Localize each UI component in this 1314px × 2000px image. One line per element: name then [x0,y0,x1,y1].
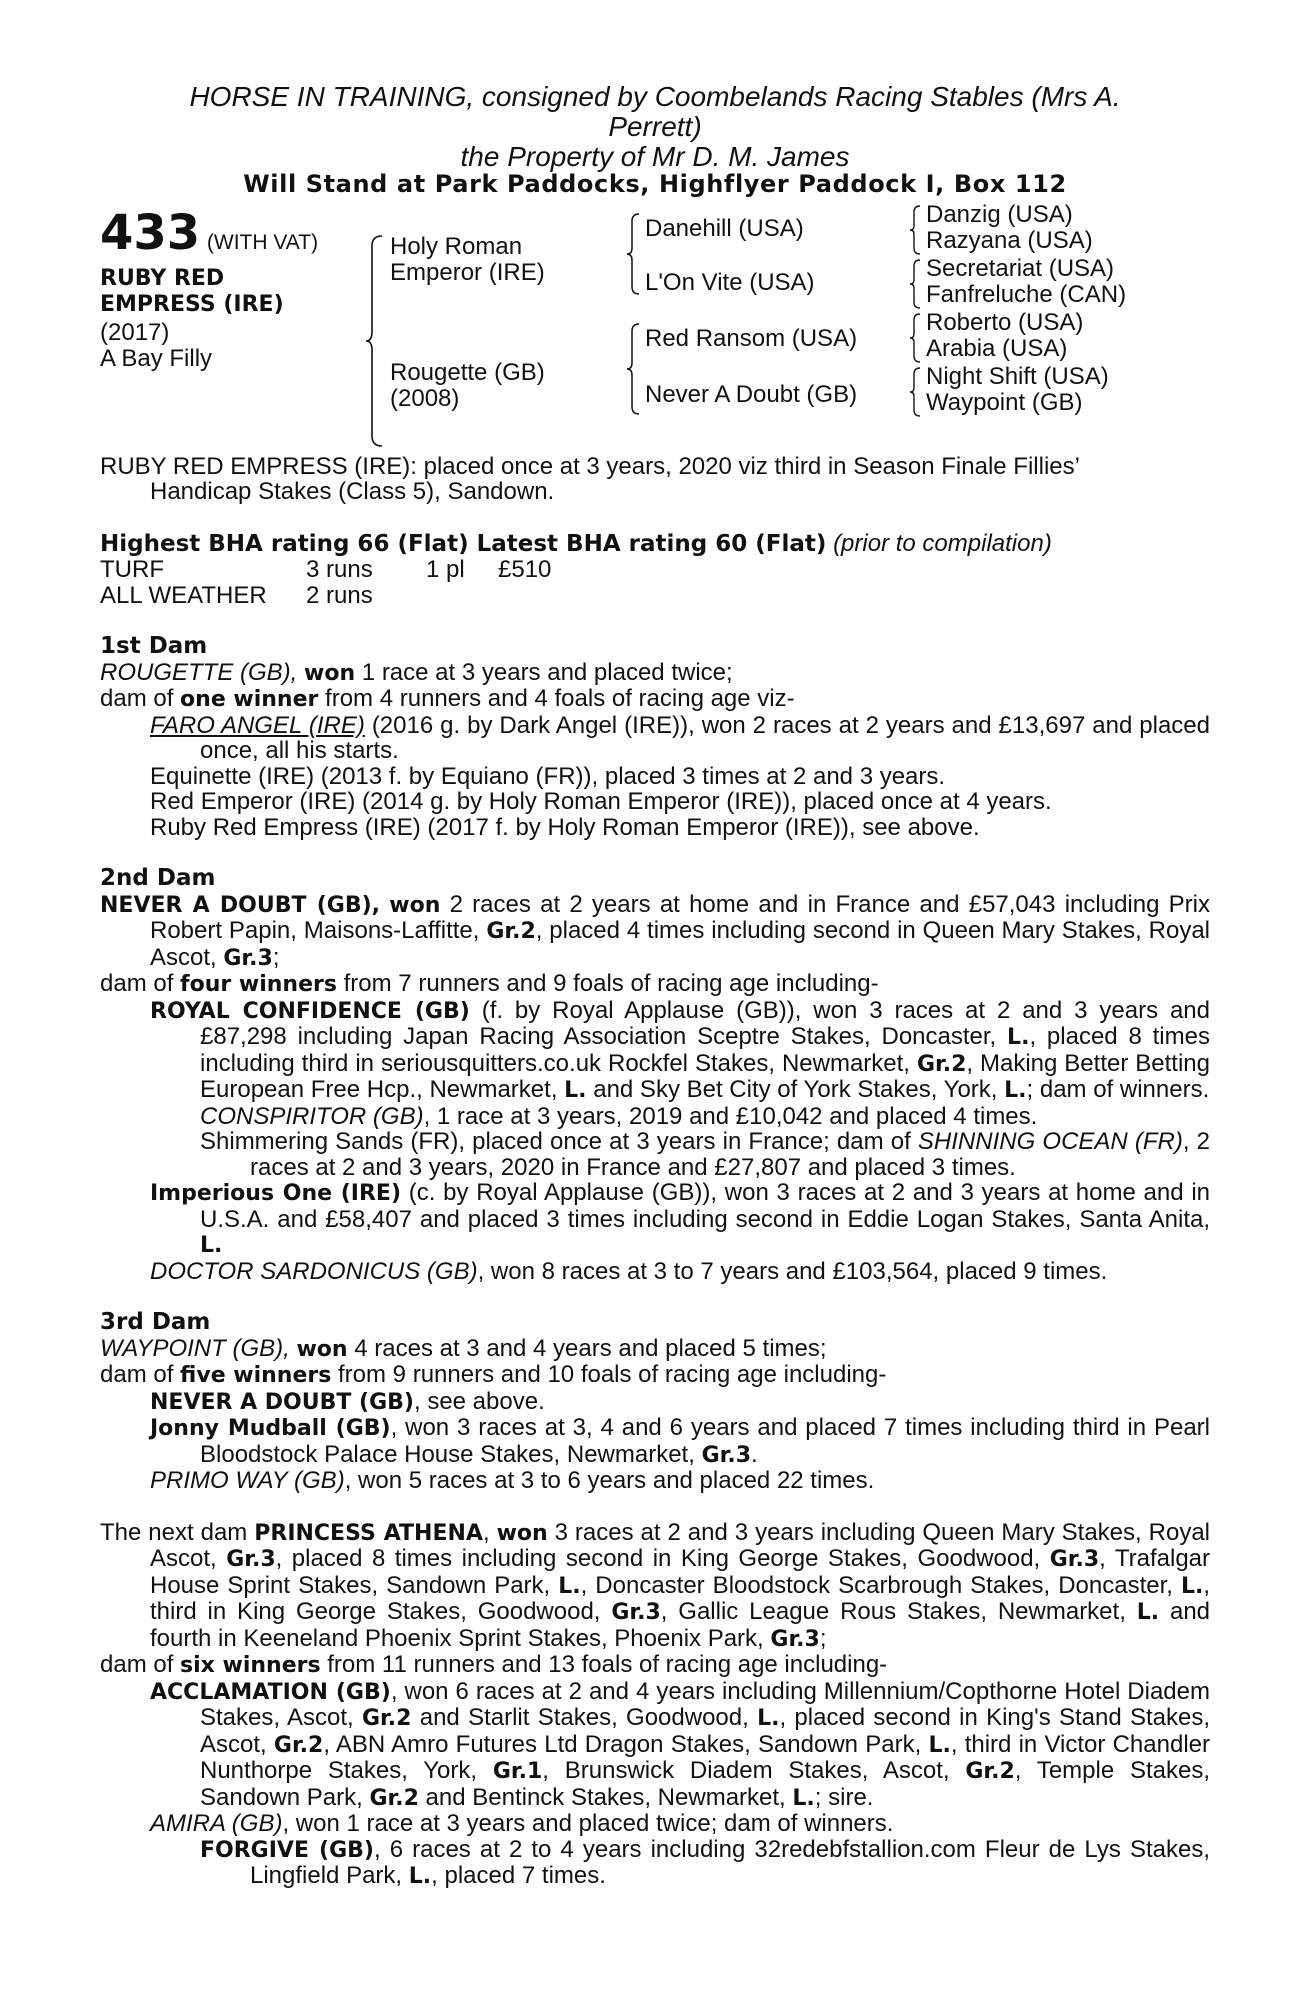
aw-runs: 2 runs [306,581,373,609]
sire-name-2: Emperor (IRE) [390,258,545,286]
second-dam-produce: dam of four winners from 7 runners and 9 foals of racing age including- [100,970,879,997]
produce-doctor-sardonicus: DOCTOR SARDONICUS (GB), won 8 races at 3 to 7 years and £103,564, placed 9 times. [150,1257,1108,1285]
pedigree-brace-main [364,234,384,448]
turf-label: TURF [100,556,164,583]
lot-number: 433 [100,204,201,261]
stand-location: Will Stand at Park Paddocks, Highflyer Paddock I, Box 112 [243,170,1067,198]
pedigree-block [100,200,1210,444]
gg-ddd: Waypoint (GB) [926,388,1083,416]
lot-number-row [100,204,319,261]
dam-dam: Never A Doubt (GB) [645,380,858,408]
sire-sire: Danehill (USA) [645,214,804,242]
sire-name-1: Holy Roman [390,232,523,260]
first-dam-record: ROUGETTE (GB), won 1 race at 3 years and placed twice; [100,658,733,686]
horse-description: A Bay Filly [100,344,213,372]
next-dam-produce: dam of six winners from 11 runners and 13 foals of racing age including- [100,1651,888,1678]
first-dam-produce: dam of one winner from 4 runners and 4 foals of racing age viz- [100,685,795,712]
owner-line: the Property of Mr D. M. James [460,141,850,172]
third-dam-record: WAYPOINT (GB), won 4 races at 3 and 4 years and placed 5 times; [100,1334,827,1362]
produce-primo-way: PRIMO WAY (GB), won 5 races at 3 to 6 years and placed 22 times. [150,1467,875,1494]
pedigree-brace-gg2 [908,258,922,310]
horse-name-line-2: EMPRESS (IRE) [100,291,284,317]
gg-dss: Roberto (USA) [926,308,1084,336]
produce-acclamation: ACCLAMATION (GB), won 6 races at 2 and 4 years including Millennium/Copthorne Hotel Diadem Stakes, Ascot, Gr.2 and Starlit Stakes, Goodwood, L., placed second in King's Stand Stakes, Ascot, Gr.2, ABN Amro Futures Ltd Dragon Stakes, Sandown Park, L., third in Victor Chandler Nunthorpe Stakes, York, Gr.1, Brunswick Diadem Stakes, Ascot, Gr.2, Temple Stakes, Sandown Park, Gr.2 and Bentinck Stakes, Newmarket, L.; sire. [150,1677,1211,1811]
pedigree-brace-gg4 [908,366,922,418]
gg-ssd: Razyana (USA) [926,226,1093,254]
produce-royal-confidence: ROYAL CONFIDENCE (GB) (f. by Royal Applause (GB)), won 3 races at 2 and 3 years and £87,298 including Japan Racing Association Sceptre Stakes, Doncaster, L., placed 8 times including third in seriousquitters.co.uk Rockfel Stakes, Newmarket, Gr.2, Making Better Betting European Free Hcp., Newmarket, L. and Sky Bet City of York Stakes, York, L.; dam of winners. [150,996,1211,1103]
gg-sdd: Fanfreluche (CAN) [926,280,1127,308]
produce-imperious-one: Imperious One (IRE) (c. by Royal Applause (GB)), won 3 races at 2 and 3 years at home and in U.S.A. and £58,407 and placed 3 times including second in Eddie Logan Stakes, Santa Anita, L. [150,1179,1210,1258]
next-dam-record: The next dam PRINCESS ATHENA, won 3 races at 2 and 3 years including Queen Mary Stakes, Royal Ascot, Gr.3, placed 8 times including second in King George Stakes, Goodwood, Gr.3, Trafalgar House Sprint Stakes, Sandown Park, L., Doncaster Bloodstock Scarbrough Stakes, Doncaster, L., third in King George Stakes, Goodwood, Gr.3, Gallic League Rous Stakes, Newmarket, L. and fourth in Keeneland Phoenix Sprint Stakes, Phoenix Park, Gr.3; [100,1518,1211,1652]
produce-amira: AMIRA (GB), won 1 race at 3 years and placed twice; dam of winners. [150,1810,894,1837]
turf-runs: 3 runs [306,556,373,583]
second-dam-record: NEVER A DOUBT (GB), won 2 races at 2 years at home and in France and £57,043 including Prix Robert Papin, Maisons-Laffitte, Gr.2, placed 4 times including second in Queen Mary Stakes, Royal Ascot, Gr.3; [100,890,1211,971]
dam-name-1: Rougette (GB) [390,358,545,386]
gg-sds: Secretariat (USA) [926,254,1115,282]
turf-placed: 1 pl [426,556,465,583]
pedigree-brace-dam [625,322,641,416]
rating-line [100,531,1210,558]
horse-name-line-1: RUBY RED [100,265,225,291]
aw-label: ALL WEATHER [100,581,267,609]
catalogue-page [100,82,1210,1890]
gg-dds: Night Shift (USA) [926,362,1109,390]
produce-forgive: FORGIVE (GB), 6 races at 2 to 4 years including 32redebfstallion.com Fleur de Lys Stakes, Lingfield Park, L., placed 7 times. [200,1835,1210,1889]
dam-sire: Red Ransom (USA) [645,324,858,352]
rating-bold: Highest BHA rating 66 (Flat) Latest BHA rating 60 (Flat) [100,530,827,557]
gg-sss: Danzig (USA) [926,200,1073,228]
pedigree-brace-sire [625,212,641,296]
consignor-line-2: Perrett) [608,111,702,142]
summary-line-1: RUBY RED EMPRESS (IRE): placed once at 3 years, 2020 viz third in Season Finale Fillies’ [100,452,1080,480]
turf-stats [100,557,1210,583]
produce-equinette: Equinette (IRE) (2013 f. by Equiano (FR)), placed 3 times at 2 and 3 years. [150,762,946,790]
produce-conspiritor: CONSPIRITOR (GB), 1 race at 3 years, 2019 and £10,042 and placed 4 times. [200,1102,1038,1130]
race-summary [100,454,1210,505]
aw-stats [100,583,1210,609]
summary-line-2: Handicap Stakes (Class 5), Sandown. [150,478,555,505]
first-dam-heading: 1st Dam [100,633,208,659]
gg-dsd: Arabia (USA) [926,334,1068,362]
horse-year: (2017) [100,318,170,346]
second-dam-heading: 2nd Dam [100,865,216,891]
pedigree-brace-gg3 [908,312,922,364]
produce-faro-angel: FARO ANGEL (IRE) (2016 g. by Dark Angel (IRE)), won 2 races at 2 years and £13,697 and placed once, all his starts. [150,711,1210,764]
third-dam-heading: 3rd Dam [100,1309,211,1335]
sire-dam: L'On Vite (USA) [645,268,815,296]
produce-shimmering-sands: Shimmering Sands (FR), placed once at 3 years in France; dam of SHINNING OCEAN (FR), 2 races at 2 and 3 years, 2020 in France and £27,807 and placed 3 times. [200,1128,1211,1181]
dam-year: (2008) [390,384,460,412]
produce-jonny-mudball: Jonny Mudball (GB), won 3 races at 3, 4 and 6 years and placed 7 times including third in Pearl Bloodstock Palace House Stakes, Newmarket, Gr.3. [150,1414,1211,1468]
rating-note: (prior to compilation) [833,529,1052,557]
vat-note: (WITH VAT) [206,230,319,254]
turf-money: £510 [498,556,552,583]
produce-red-emperor: Red Emperor (IRE) (2014 g. by Holy Roman Emperor (IRE)), placed once at 4 years. [150,788,1052,815]
produce-never-a-doubt: NEVER A DOUBT (GB), see above. [150,1387,545,1415]
consignor-line-1: HORSE IN TRAINING, consigned by Coombelands Racing Stables (Mrs A. [189,81,1121,112]
third-dam-produce: dam of five winners from 9 runners and 10 foals of racing age including- [100,1361,887,1388]
pedigree-brace-gg1 [908,204,922,256]
produce-ruby-red-empress: Ruby Red Empress (IRE) (2017 f. by Holy Roman Emperor (IRE)), see above. [150,813,980,841]
